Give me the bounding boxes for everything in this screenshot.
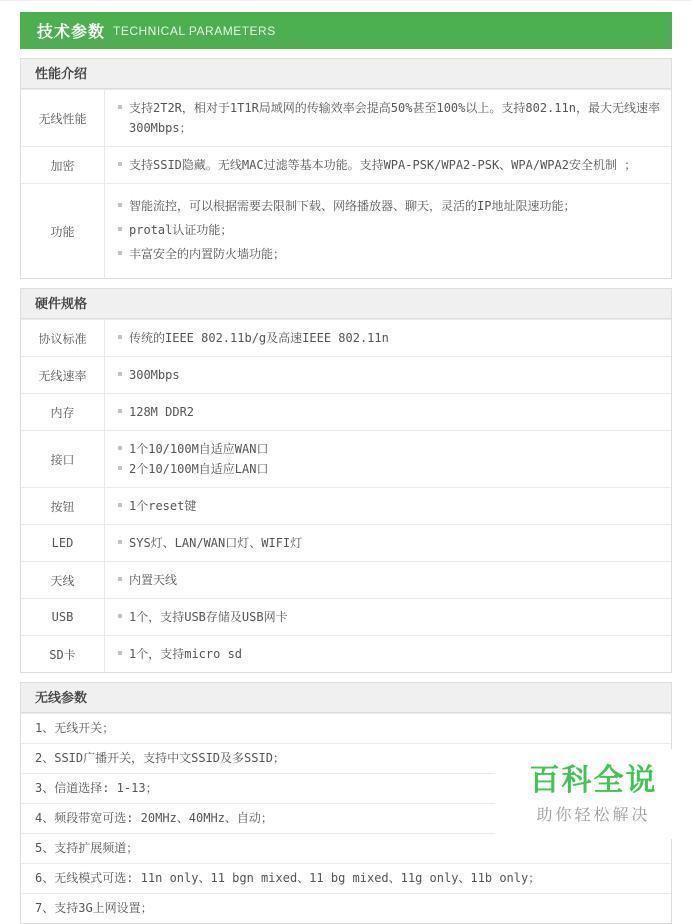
spec-label: 无线性能 bbox=[21, 90, 105, 146]
spec-label: USB bbox=[21, 599, 105, 635]
bullet-square-icon bbox=[118, 372, 122, 376]
spec-text: 智能流控，可以根据需要去限制下载、网络播放器、聊天，灵活的IP地址限速功能； bbox=[129, 199, 576, 213]
spec-line bbox=[118, 459, 661, 479]
bullet-square-icon bbox=[118, 466, 122, 470]
page-title: 技术参数 bbox=[37, 24, 106, 41]
bullet-square-icon bbox=[118, 446, 122, 450]
bullet-square-icon bbox=[118, 651, 122, 655]
spec-text: 支持SSID隐藏。无线MAC过滤等基本功能。支持WPA-PSK/WPA2-PSK、WPA/WPA2安全机制 ； bbox=[129, 158, 637, 172]
spec-text: SYS灯、LAN/WAN口灯、WIFI灯 bbox=[129, 536, 303, 550]
section-title: 性能介绍 bbox=[21, 59, 671, 89]
spec-label: 按钮 bbox=[21, 488, 105, 524]
spec-value bbox=[105, 147, 671, 183]
spec-text: protal认证功能； bbox=[129, 223, 233, 237]
spec-value bbox=[105, 357, 671, 393]
section-title: 无线参数 bbox=[21, 683, 671, 713]
table-row bbox=[21, 356, 671, 393]
spec-label: 天线 bbox=[21, 562, 105, 598]
spec-value bbox=[105, 562, 671, 598]
table-row bbox=[21, 561, 671, 598]
spec-line bbox=[118, 439, 661, 459]
section-title: 硬件规格 bbox=[21, 289, 671, 319]
bullet-square-icon bbox=[118, 614, 122, 618]
spec-value bbox=[105, 394, 671, 430]
spec-text: 128M DDR2 bbox=[129, 405, 195, 419]
bullet-square-icon bbox=[118, 503, 122, 507]
spec-text: 2个10/100M自适应LAN口 bbox=[129, 462, 269, 476]
spec-line bbox=[118, 496, 661, 516]
spec-text: 内置天线 bbox=[129, 573, 178, 587]
spec-label: 接口 bbox=[21, 431, 105, 487]
bullet-square-icon bbox=[118, 409, 122, 413]
bullet-square-icon bbox=[118, 105, 122, 109]
table-row bbox=[21, 89, 671, 146]
table-row bbox=[21, 146, 671, 183]
spec-text: 1个10/100M自适应WAN口 bbox=[129, 442, 269, 456]
list-item: 4、频段带宽可选: 20MHz、40MHz、自动； bbox=[21, 803, 671, 833]
table-row bbox=[21, 319, 671, 356]
spec-line bbox=[118, 98, 661, 138]
spec-value bbox=[105, 488, 671, 524]
list-item: 2、SSID广播开关，支持中文SSID及多SSID； bbox=[21, 743, 671, 773]
spec-text: 1个reset键 bbox=[129, 499, 197, 513]
spec-value bbox=[105, 599, 671, 635]
watermark-brand: 百科全说 bbox=[529, 763, 658, 797]
table-row bbox=[21, 598, 671, 635]
spec-label: LED bbox=[21, 525, 105, 561]
table-row bbox=[21, 487, 671, 524]
spec-line bbox=[118, 607, 661, 627]
spec-value bbox=[105, 184, 671, 278]
table-row bbox=[21, 524, 671, 561]
spec-label: 无线速率 bbox=[21, 357, 105, 393]
spec-label: 协议标准 bbox=[21, 320, 105, 356]
page-title-banner bbox=[20, 12, 672, 49]
spec-line bbox=[118, 244, 661, 264]
spec-line bbox=[118, 365, 661, 385]
spec-label: 内存 bbox=[21, 394, 105, 430]
spec-line bbox=[118, 328, 661, 348]
watermark-slogan: 助你轻松解决 bbox=[536, 806, 651, 824]
list-item: 7、支持3G上网设置； bbox=[21, 893, 671, 923]
bullet-square-icon bbox=[118, 227, 122, 231]
bullet-square-icon bbox=[118, 162, 122, 166]
spec-value bbox=[105, 90, 671, 146]
spec-line bbox=[118, 402, 661, 422]
section-hardware bbox=[20, 288, 672, 673]
spec-value bbox=[105, 431, 671, 487]
spec-line bbox=[118, 644, 661, 664]
bullet-square-icon bbox=[118, 251, 122, 255]
spec-line bbox=[118, 155, 661, 175]
spec-text: 支持2T2R，相对于1T1R局域网的传输效率会提高50%甚至100%以上。支持802.11n，最大无线速率300Mbps； bbox=[129, 101, 660, 135]
list-item: 6、无线模式可选: 11n only、11 bgn mixed、11 bg mixed、11g only、11b only； bbox=[21, 863, 671, 893]
spec-value bbox=[105, 525, 671, 561]
table-row bbox=[21, 430, 671, 487]
spec-text: 1个，支持micro sd bbox=[129, 647, 243, 661]
spec-label: 功能 bbox=[21, 184, 105, 278]
spec-line bbox=[118, 533, 661, 553]
spec-text: 1个，支持USB存储及USB网卡 bbox=[129, 610, 288, 624]
spec-value bbox=[105, 636, 671, 672]
table-row bbox=[21, 183, 671, 278]
list-item: 5、支持扩展频道； bbox=[21, 833, 671, 863]
page-title-en: TECHNICAL PARAMETERS bbox=[113, 23, 276, 38]
spec-line bbox=[118, 196, 661, 216]
bullet-square-icon bbox=[118, 335, 122, 339]
spec-text: 丰富安全的内置防火墙功能； bbox=[129, 247, 286, 261]
bullet-square-icon bbox=[118, 577, 122, 581]
spec-line bbox=[118, 220, 661, 240]
spec-value bbox=[105, 320, 671, 356]
list-item: 1、无线开关； bbox=[21, 713, 671, 743]
bullet-square-icon bbox=[118, 203, 122, 207]
table-row bbox=[21, 393, 671, 430]
spec-label: 加密 bbox=[21, 147, 105, 183]
spec-line bbox=[118, 570, 661, 590]
list-item: 3、信道选择: 1-13； bbox=[21, 773, 671, 803]
watermark bbox=[495, 749, 692, 839]
spec-text: 300Mbps bbox=[129, 368, 180, 382]
spec-label: SD卡 bbox=[21, 636, 105, 672]
spec-text: 传统的IEEE 802.11b/g及高速IEEE 802.11n bbox=[129, 331, 389, 345]
bullet-square-icon bbox=[118, 540, 122, 544]
section-performance bbox=[20, 58, 672, 279]
table-row bbox=[21, 635, 671, 672]
